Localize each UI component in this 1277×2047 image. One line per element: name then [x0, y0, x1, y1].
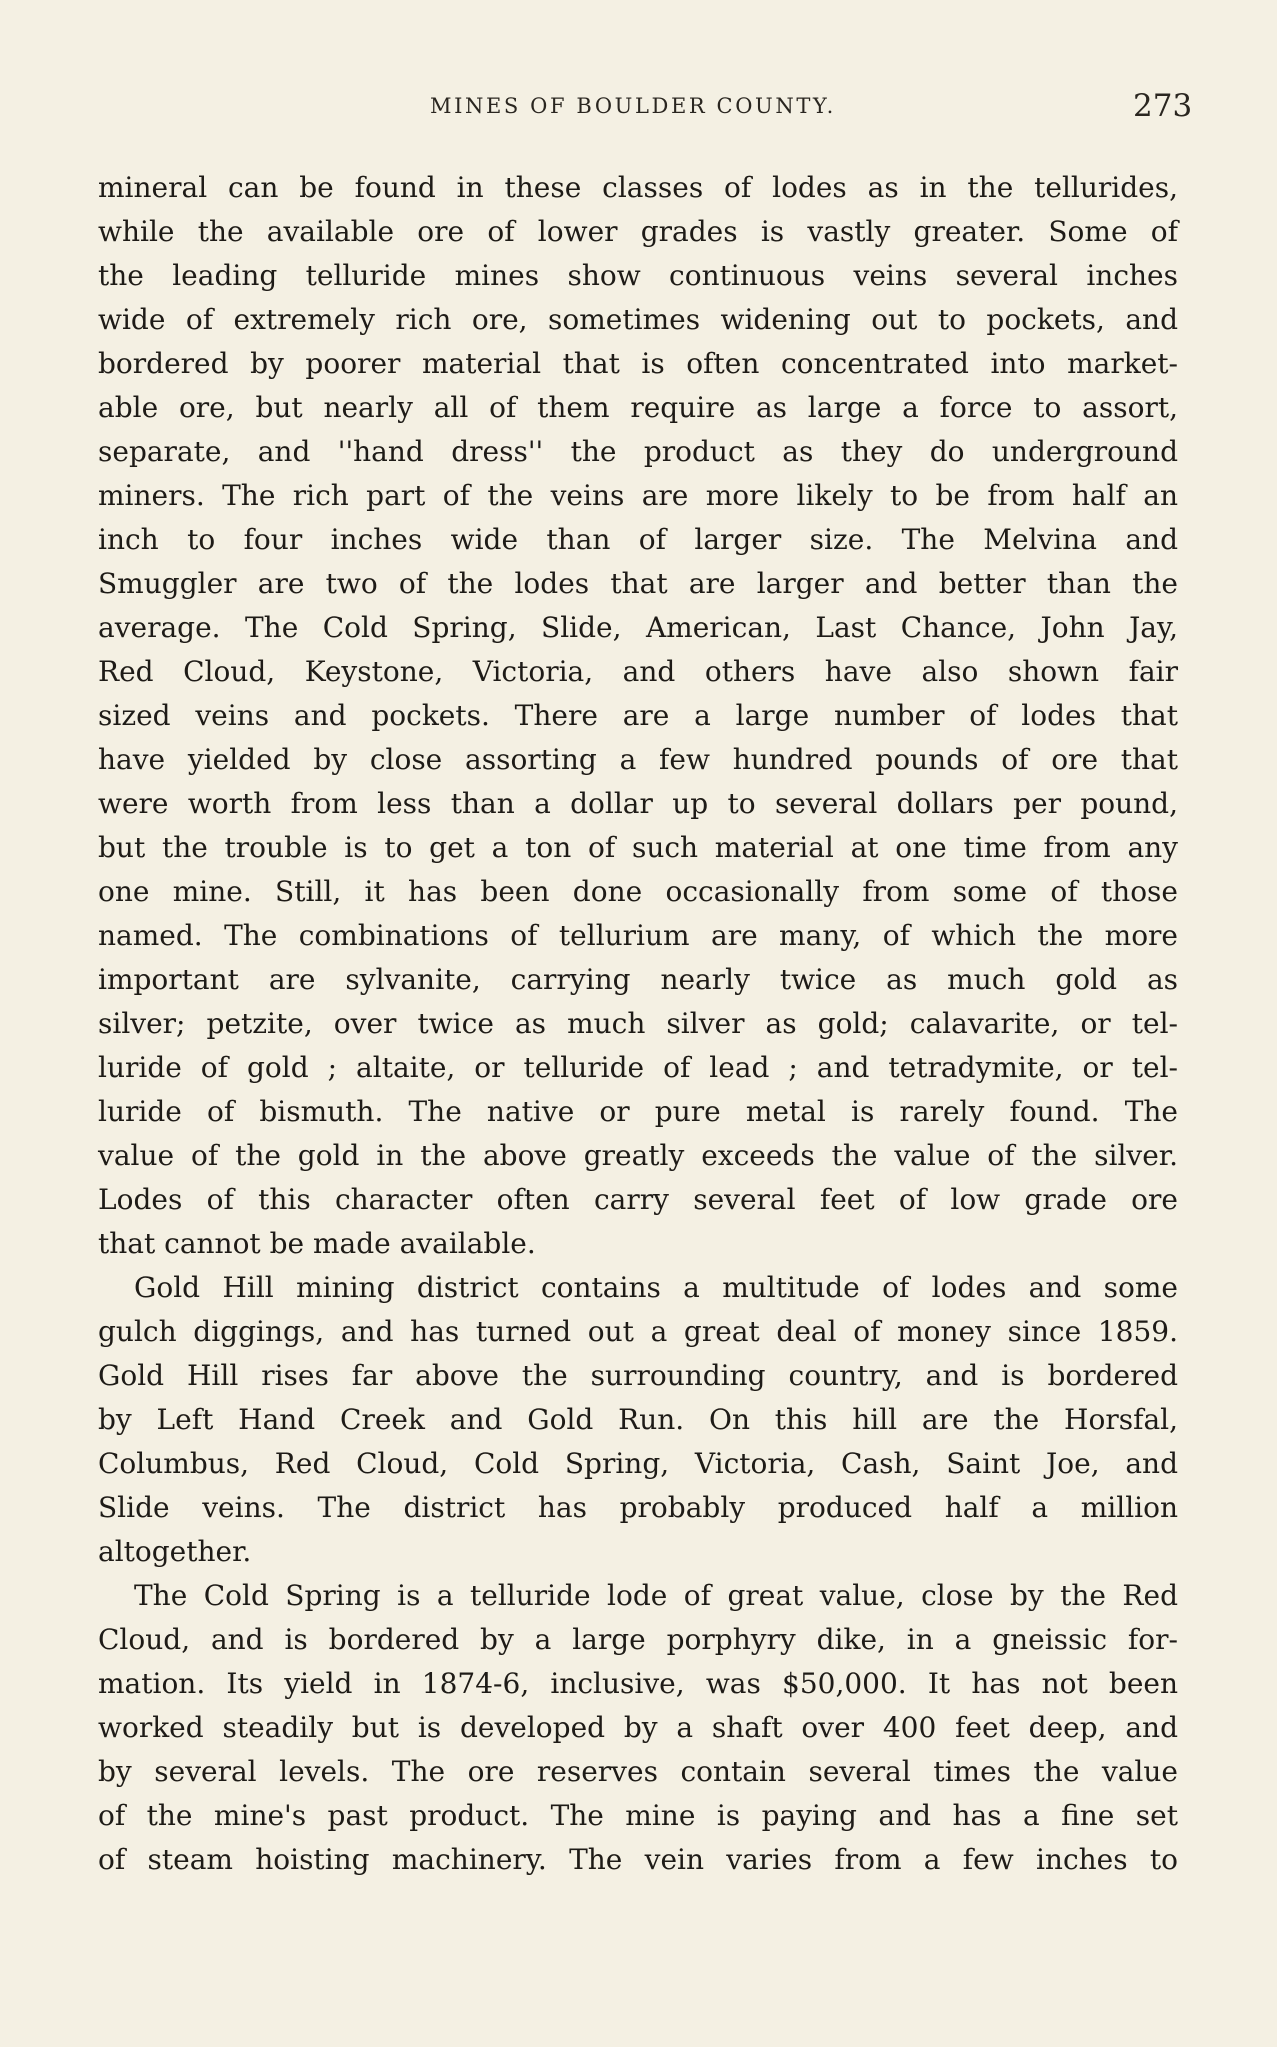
text-line: inch to four inches wide than of larger size. The Melvina and	[98, 523, 1178, 556]
text-line: gulch diggings, and has turned out a great deal of money since 1859.	[98, 1315, 1178, 1348]
text-line: Slide veins. The district has probably produced half a million	[98, 1491, 1178, 1524]
text-line: altogether.	[98, 1535, 252, 1568]
page-number: 273	[1133, 88, 1193, 124]
text-line: bordered by poorer material that is often concentrated into market-	[98, 347, 1178, 380]
text-line: have yielded by close assorting a few hundred pounds of ore that	[98, 743, 1178, 776]
text-line: by Left Hand Creek and Gold Run. On this hill are the Horsfal,	[98, 1403, 1178, 1436]
text-line: miners. The rich part of the veins are more likely to be from half an	[98, 479, 1178, 512]
text-line: mation. Its yield in 1874-6, inclusive, was $50,000. It has not been	[98, 1667, 1178, 1700]
text-line: Lodes of this character often carry several feet of low grade ore	[98, 1183, 1178, 1216]
text-line: average. The Cold Spring, Slide, American, Last Chance, John Jay,	[98, 611, 1178, 644]
text-line: but the trouble is to get a ton of such material at one time from any	[98, 831, 1178, 864]
text-line: Columbus, Red Cloud, Cold Spring, Victoria, Cash, Saint Joe, and	[98, 1447, 1178, 1480]
text-line: mineral can be found in these classes of lodes as in the tellurides,	[98, 171, 1178, 204]
text-line: silver; petzite, over twice as much silver as gold; calavarite, or tel-	[98, 1007, 1178, 1040]
text-line: able ore, but nearly all of them require as large a force to assort,	[98, 391, 1178, 424]
text-line: the leading telluride mines show continuous veins several inches	[98, 259, 1178, 292]
text-line: while the available ore of lower grades is vastly greater. Some of	[98, 215, 1178, 248]
text-line: one mine. Still, it has been done occasionally from some of those	[98, 875, 1178, 908]
text-line: Gold Hill mining district contains a multitude of lodes and some	[134, 1271, 1178, 1304]
text-line: wide of extremely rich ore, sometimes widening out to pockets, and	[98, 303, 1178, 336]
text-line: Red Cloud, Keystone, Victoria, and others have also shown fair	[98, 655, 1178, 688]
text-line: Gold Hill rises far above the surrounding country, and is bordered	[98, 1359, 1178, 1392]
text-line: Smuggler are two of the lodes that are larger and better than the	[98, 567, 1178, 600]
text-line: of steam hoisting machinery. The vein varies from a few inches to	[98, 1843, 1178, 1876]
text-line: sized veins and pockets. There are a large number of lodes that	[98, 699, 1178, 732]
running-head: MINES OF BOULDER COUNTY.	[430, 94, 836, 118]
text-line: that cannot be made available.	[98, 1227, 536, 1260]
text-line: of the mine's past product. The mine is paying and has a fine set	[98, 1799, 1178, 1832]
text-line: named. The combinations of tellurium are many, of which the more	[98, 919, 1178, 952]
text-line: by several levels. The ore reserves contain several times the value	[98, 1755, 1178, 1788]
text-line: The Cold Spring is a telluride lode of great value, close by the Red	[134, 1579, 1178, 1612]
text-line: luride of gold ; altaite, or telluride of lead ; and tetradymite, or tel-	[98, 1051, 1178, 1084]
text-line: were worth from less than a dollar up to several dollars per pound,	[98, 787, 1178, 820]
text-line: luride of bismuth. The native or pure metal is rarely found. The	[98, 1095, 1178, 1128]
text-line: Cloud, and is bordered by a large porphyry dike, in a gneissic for-	[98, 1623, 1178, 1656]
text-line: value of the gold in the above greatly exceeds the value of the silver.	[98, 1139, 1178, 1172]
text-line: important are sylvanite, carrying nearly twice as much gold as	[98, 963, 1178, 996]
text-line: separate, and ''hand dress'' the product as they do underground	[98, 435, 1178, 468]
text-line: worked steadily but is developed by a shaft over 400 feet deep, and	[98, 1711, 1178, 1744]
